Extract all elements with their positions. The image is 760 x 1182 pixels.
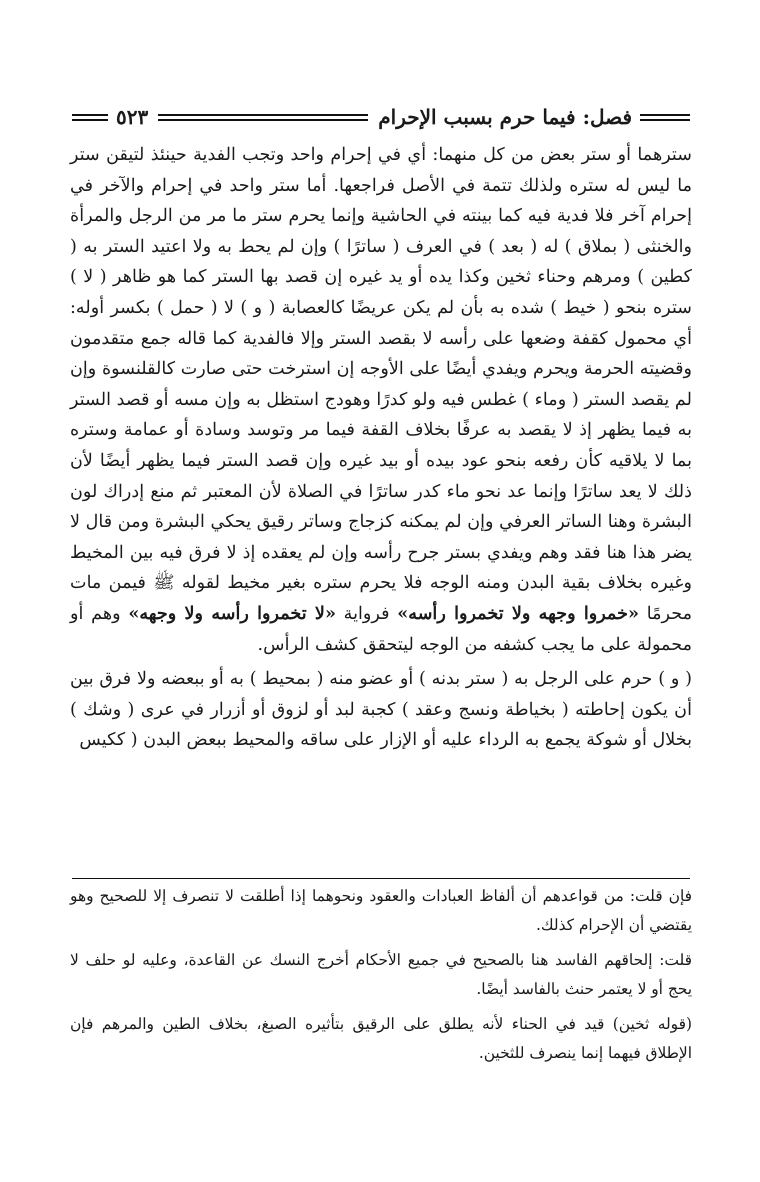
footnote-separator xyxy=(72,878,690,879)
header-rule-middle xyxy=(158,114,368,121)
footnote-3: (قوله ثخين) قيد في الحناء لأنه يطلق على الرقيق بتأثيره الصبغ، بخلاف الطين والمرهم فإن الإطلاق فيهما إنما ينصرف للثخين. xyxy=(70,1015,692,1062)
hadith-quote-1: «خمروا وجهه ولا تخمروا رأسه» xyxy=(397,602,639,624)
footnote-1: فإن قلت: من قواعدهم أن ألفاظ العبادات والعقود ونحوهما إذا أطلقت لا تنصرف إلا للصحيح وهو يقتضي أن الإحرام كذلك. xyxy=(70,887,692,934)
paragraph-1 xyxy=(70,140,692,660)
main-text xyxy=(70,140,692,756)
hadith-quote-2: «لا تخمروا رأسه ولا وجهه» xyxy=(128,602,336,624)
page-number: ٥٢٣ xyxy=(116,105,149,129)
footnote-2: قلت: إلحاقهم الفاسد هنا بالصحيح في جميع الأحكام أخرج النسك عن القاعدة، وعليه لو حلف لا يحج أو لا يعتمر حنث بالفاسد أيضًا. xyxy=(70,951,692,998)
chapter-title: فصل: فيما حرم بسبب الإحرام xyxy=(378,105,632,129)
running-header xyxy=(72,100,690,134)
paragraph-1-text: سترهما أو ستر بعض من كل منهما: أي في إحرام واحد وتجب الفدية حينئذ لتيقن ستر ما ليس له ستره ولذلك تتمة في الأصل فراجعها. أما ستر واحد في إحرام والآخر في إحرام آخر فلا فدية فيه كما بينته في الحاشية وإنما يحرم ستر ما مر من الرجل والمرأة والخنثى ( بملاق ) له ( بعد ) في العرف ( ساترًا ) وإن لم يحط به ولا اعتيد الستر به ( كطين ) ومرهم وحناء ثخين وكذا يده أو يد غيره إن قصد بها الستر كما هو ظاهر ( لا ) ستره بنحو ( خيط ) شده به بأن لم يكن عريضًا كالعصابة ( و ) لا ( حمل ) بكسر أوله: أي محمول كقفة وضعها على رأسه لا بقصد الستر وإلا فالفدية كما قاله جمع متقدمون وقضيته الحرمة ويحرم ويفدي أيضًا على الأوجه إن استرخت حتى صارت كالقلنسوة وإن لم يقصد الستر ( وماء ) غطس فيه ولو كدرًا وهودج استظل به وإن مسه أو قصد الستر به فيما يظهر إذ لا يقصد به عرفًا بخلاف القفة فيما مر وتوسد وسادة أو عمامة وستره بما لا يلاقيه كأن رفعه بنحو عود بيده أو بيد غيره وإن قصد الستر فيما يظهر أيضًا لأن ذلك لا يعد ساترًا وإنما عد نحو ماء كدر ساترًا في الصلاة لأن المعتبر ثم منع إدراك لون البشرة وهنا الساتر العرفي وإن لم يمكنه كزجاج وساتر رقيق يحكي البشرة ومن قال لا يضر هذا هنا فقد وهم ويفدي بستر جرح رأسه وإن لم يعقده إذ لا فرق فيه بين المخيط وغيره بخلاف بقية البدن ومنه الوجه فلا يحرم ستره بغير مخيط لقوله ﷺ فيمن مات محرمًا xyxy=(70,145,692,624)
footnotes xyxy=(70,882,692,1074)
paragraph-1-connector: فرواية xyxy=(335,603,398,624)
paragraph-2: ( و ) حرم على الرجل به ( ستر بدنه ) أو عضو منه ( بمحيط ) به أو ببعضه ولا فرق بين أن يكون إحاطته ( بخياطة ونسج وعقد ) كجبة لبد أو لزوق أو أزرار في عرى ( وشك ) بخلال أو شوكة يجمع به الرداء عليه أو الإزار على ساقه والمحيط ببعض البدن ( ككيس xyxy=(70,669,692,751)
paragraph-1-ending: وهم أو محمولة على ما يجب كشفه من الوجه ليتحقق كشف الرأس. xyxy=(70,603,692,655)
header-rule-right xyxy=(640,114,690,121)
header-rule-left xyxy=(72,114,108,121)
